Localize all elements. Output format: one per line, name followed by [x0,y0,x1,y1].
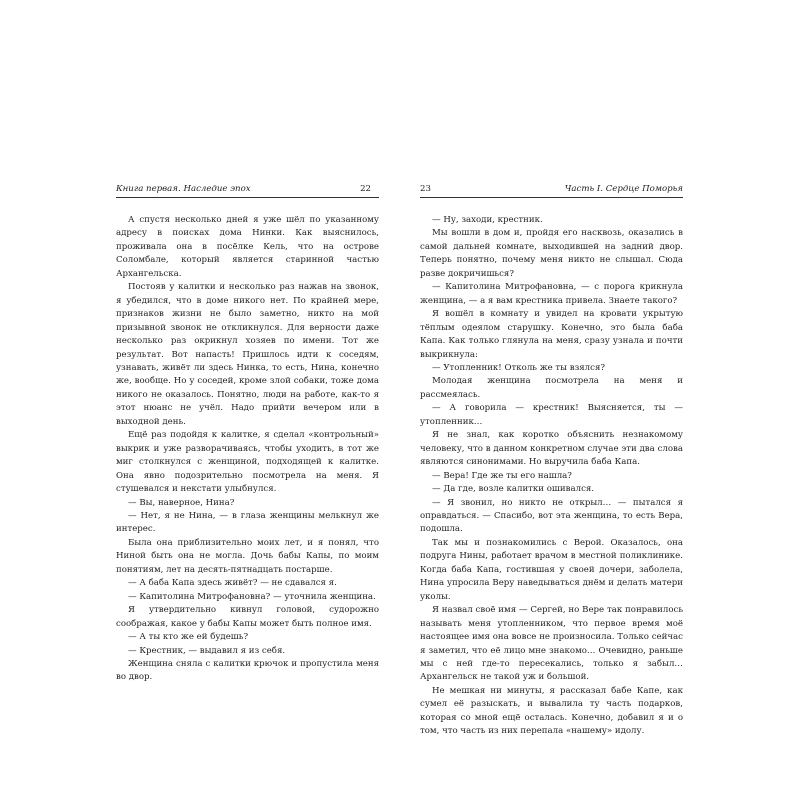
right-page [420,181,683,739]
paragraph: — Да где, возле калитки ошивался. [432,484,595,495]
paragraph: — Вы, наверное, Нина? [128,497,235,508]
paragraph: Я не знал, как коротко объяснить незнакомому человеку, что в данном конкретном случае эти два слова являются синонимами. Но выручила баба Капа. [420,430,683,468]
right-page-number: 23 [420,184,431,194]
paragraph: — А баба Капа здесь живёт? — не сдавался я. [128,578,337,589]
paragraph: Я утвердительно кивнул головой, судорожно соображая, какое у бабы Капы может быть полное имя. [116,605,379,629]
left-page-number: 22 [360,184,371,194]
paragraph: Мы вошли в дом и, пройдя его насквозь, оказались в самой дальней комнате, выходившей на задний двор. Теперь понятно, почему меня никто не слышал. Сюда разве докричишься? [420,228,683,279]
paragraph: Не мешкая ни минуты, я рассказал бабе Капе, как сумел её разыскать, и вывалила ту часть подарков, которая со мной ещё осталась. Конечно, добавил я и о том, что часть из них перепала «нашему» идолу. [420,685,683,737]
paragraph: — Нет, я не Нина, — в глаза женщины мелькнул же интерес. [116,510,379,535]
paragraph: — Утопленник! Отколь же ты взялся? [432,362,605,373]
paragraph: Я назвал своё имя — Сергей, но Вере так понравилось называть меня утопленником, что первое время моё настоящее имя она вовсе не произносила. Только сейчас я заметил, что её лицо мне знакомо… Очевидно, раньше мы с ней где-то пересекались, только я забыл… Архангельск не такой уж и большой. [420,605,683,683]
paragraph: Я вошёл в комнату и увидел на кровати укрытую тёплым одеялом старушку. Конечно, это была баба Капа. Как только глянула на меня, сразу узнала и почти выкрикнула: [420,309,683,360]
paragraph: — Капитолина Митрофановна? — уточнила женщина. [128,591,376,602]
left-running-head [116,181,379,198]
paragraph: Была она приблизительно моих лет, и я понял, что Ниной быть она не могла. Дочь бабы Капы, по моим понятиям, лет на десять-пятнадцать постарше. [116,537,379,575]
paragraph: А спустя несколько дней я уже шёл по указанному адресу в поисках дома Нинки. Как выяснилось, проживала она в посёлке Кель, что на острове Соломбале, который является старинной частью Архангельска. [116,215,379,279]
left-running-title: Книга первая. Наследие эпох [116,184,251,194]
right-body-text [420,214,683,739]
paragraph: — Крестник, — выдавил я из себя. [128,645,286,656]
right-running-head [420,181,683,198]
paragraph: Женщина сняла с калитки крючок и пропустила меня во двор. [116,658,379,683]
left-body-text [116,214,379,685]
left-page [116,181,379,685]
paragraph: Ещё раз подойдя к калитке, я сделал «контрольный» выкрик и уже разворачиваясь, чтобы уходить, в тот же миг столкнулся с женщиной, подходящей к калитке. Она явно подозрительно посмотрела на меня. Я стушевался и некстати улыбнулся. [116,430,379,495]
paragraph: Так мы и познакомились с Верой. Оказалось, она подруга Нины, работает врачом в местной поликлинике. Когда баба Капа, гостившая у своей дочери, заболела, Нина упросила Веру наведываться днём и делать матери уколы. [420,537,683,602]
paragraph: — Я звонил, но никто не открыл… — пытался я оправдаться. — Спасибо, вот эта женщина, то есть Вера, подошла. [420,497,683,535]
paragraph: — Капитолина Митрофановна, — с порога крикнула женщина, — а я вам крестника привела. Знаете такого? [420,282,683,306]
paragraph: — А говорила — крестник! Выясняется, ты — утопленник… [420,403,683,427]
paragraph: Молодая женщина посмотрела на меня и рассмеялась. [420,376,683,400]
paragraph: Постояв у калитки и несколько раз нажав на звонок, я убедился, что в доме никого нет. По крайней мере, признаков жизни не было заметно, никто на мой призывной звонок не откликнулся. Для верности даже несколько раз окрикнул хозяев по имени. Тот же результат. Вот напасть! Пришлось идти к соседям, узнавать, живёт ли здесь Нинка, то есть, Нина, конечно же, вообще. Но у соседей, кроме злой собаки, тоже дома никого не оказалось. Понятно, люди на работе, как-то я этот нюанс не учёл. Надо прийти вечером или в выходной день. [116,282,379,427]
paragraph: — Ну, заходи, крестник. [432,215,543,225]
right-running-title: Часть I. Сердце Поморья [564,184,683,194]
paragraph: — А ты кто же ей будешь? [128,632,249,643]
paragraph: — Вера! Где же ты его нашла? [432,470,572,481]
